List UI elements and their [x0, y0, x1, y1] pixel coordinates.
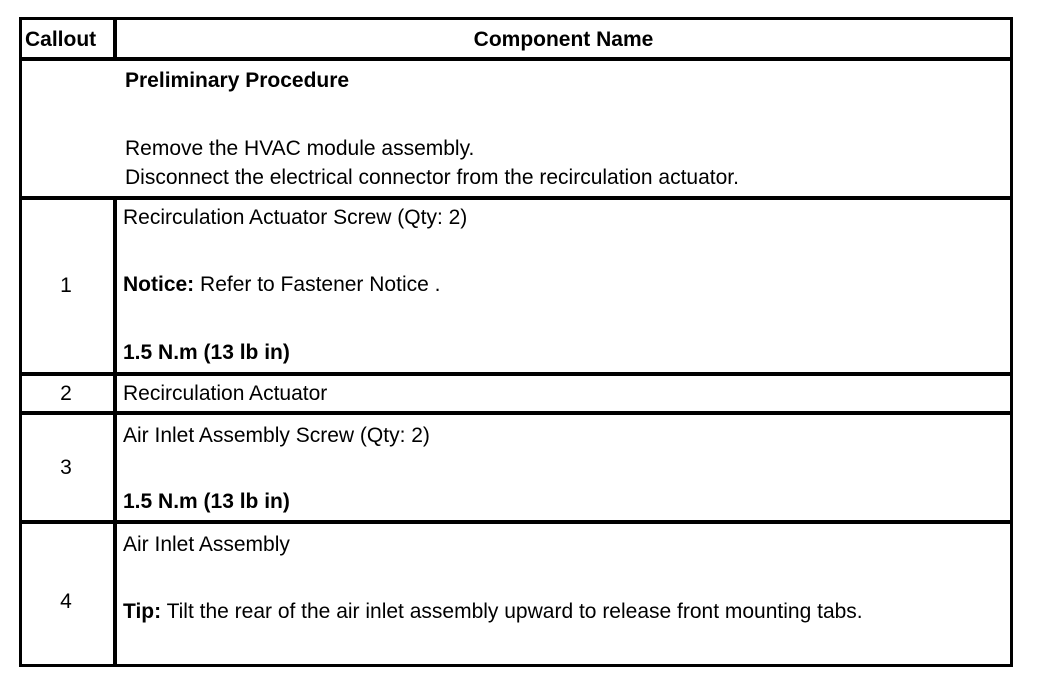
table-row — [19, 200, 1013, 372]
notice-label: Notice: — [123, 273, 195, 296]
preliminary-step: Disconnect the electrical connector from the recirculation actuator. — [125, 166, 739, 189]
component-name: Air Inlet Assembly — [123, 533, 290, 556]
torque-spec: 1.5 N.m (13 lb in) — [123, 341, 290, 364]
header-callout: Callout — [25, 28, 97, 51]
callout-cell — [19, 524, 113, 664]
tip-line — [123, 600, 863, 624]
header-component-name: Component Name — [473, 28, 654, 51]
preliminary-title: Preliminary Procedure — [125, 69, 350, 92]
callout-number: 4 — [60, 590, 72, 613]
tip-text: Tilt the rear of the air inlet assembly upward to release front mounting tabs. — [161, 600, 863, 623]
callout-number: 3 — [60, 456, 72, 479]
table-row — [19, 415, 1013, 520]
callout-cell — [19, 376, 113, 411]
table-row — [19, 524, 1013, 664]
preliminary-step: Remove the HVAC module assembly. — [125, 137, 475, 160]
notice-text: Refer to Fastener Notice . — [194, 273, 441, 296]
table-border-bottom — [19, 664, 1013, 667]
component-name: Recirculation Actuator — [123, 382, 328, 405]
callout-cell — [19, 415, 113, 520]
torque-spec: 1.5 N.m (13 lb in) — [123, 490, 290, 513]
header-row — [19, 17, 1013, 59]
callout-number: 1 — [60, 274, 72, 297]
table-row — [19, 376, 1013, 411]
callout-number: 2 — [60, 382, 72, 405]
notice-line — [123, 273, 440, 297]
component-name: Air Inlet Assembly Screw (Qty: 2) — [123, 424, 430, 447]
component-table — [19, 17, 1013, 667]
preliminary-row — [19, 59, 1013, 198]
component-name: Recirculation Actuator Screw (Qty: 2) — [123, 206, 468, 229]
callout-cell — [19, 200, 113, 372]
tip-label: Tip: — [123, 600, 162, 623]
